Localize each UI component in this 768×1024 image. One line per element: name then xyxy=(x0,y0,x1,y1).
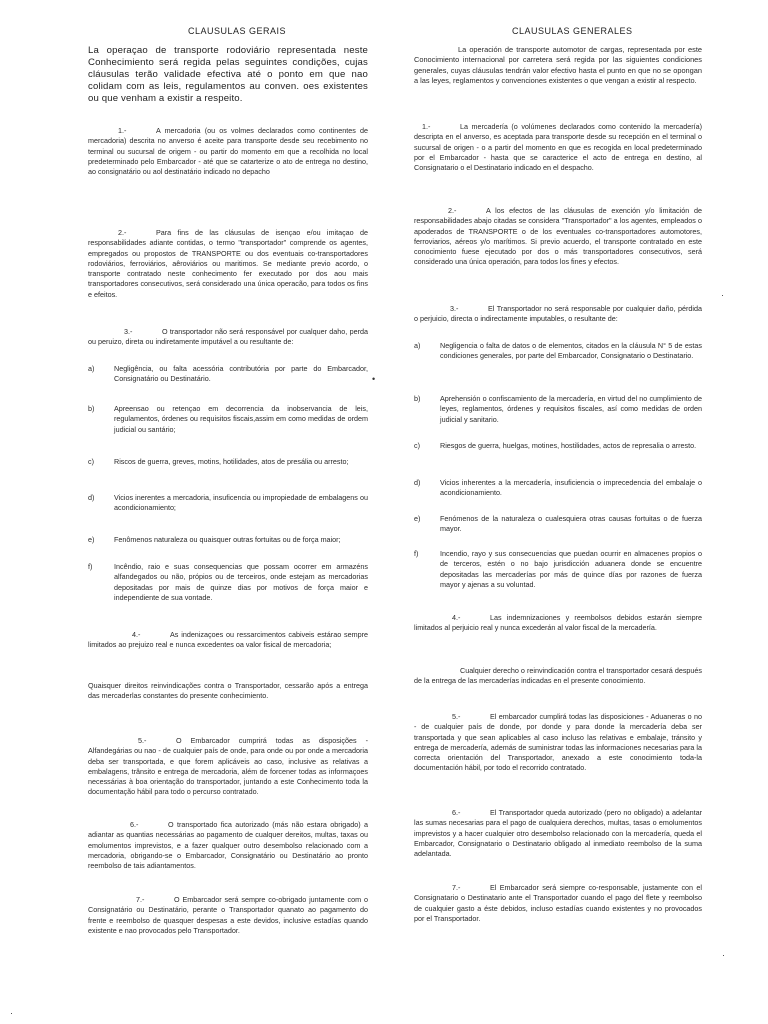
clause-number: 4.- xyxy=(452,613,461,622)
item-text: Incêndio, raio e suas consequencias que possam ocorrer em armazéns alfandegados ou não, própios ou de terceiros, onde estejam as mercadorias depositadas por mais de quinze dias por motivos de força maior e independiente de sua vontade. xyxy=(114,562,368,602)
item-letter: b) xyxy=(414,394,421,403)
clause-text: El Transportador queda autorizado (pero no obligado) a adelantar las sumas necesarias para el pago de cualquiera derechos, multas, tasas o emolumentos imprevistos y a hacer cualquier otro desembolso relacionado con la mercadería, queda el Embarcador, Consignatario o Destinatario obligado al inmediato reembolso de la suma adelantada. xyxy=(414,808,702,859)
item-letter: d) xyxy=(414,478,421,487)
item-text: Aprehensión o confiscamiento de la mercadería, en virtud del no cumplimiento de leyes, reglamentos, órdenes y requisitos fiscales, así como medidas de orden judicial y sanitario. xyxy=(440,394,702,424)
clause-4-continuation: Quaisquer direitos reinvindicações contra o Transportador, cessarão após a entrega das mercaderlas constantes do presente conhecimiento. xyxy=(88,681,368,701)
clause-text: Las indemnizaciones y reembolsos debidos estarán siempre limitados al perjuicio real y nunca excederán al valor fiscal de la mercadería. xyxy=(414,613,702,633)
clause-text: A los efectos de las cláusulas de exención y/o limitación de responsabilidades abajo citadas se considera "Transportador" a los agentes, empleados o apoderados de TRANSPORTE o de los eventuales co-transportadores automotores, ferroviarios, aéreos y/o marítimos. Si previo acuerdo, el transporte contratado en este conocimiento fuese ejecutado por dos o más transportadores consecutivos, será considerado una única operación, para todos los fines y efectos. xyxy=(414,206,702,267)
clause-7 xyxy=(414,883,702,924)
item-letter: a) xyxy=(88,364,95,373)
scan-speck: · xyxy=(10,1008,13,1018)
list-item xyxy=(88,404,368,435)
clause-number: 3.- xyxy=(450,304,459,313)
clause-text: A mercadoria (ou os volmes declarados como continentes de mercadoria) descrita no anverso é aceite para transporte desde seu recebimento no terminal ou sucursal de origem - ou partir do momento em que a recolhida no local predeterminado pelo Embarcador - até que se catarterize o ato de entrega no destino, ao consignatário ou aol destinatário indicado no depacho xyxy=(88,126,368,177)
clause-text: Para fins de las cláusulas de isençao e/ou imitaçao de responsabilidades adiante contidas, o termo "transportador" comprende os agentes, empregados ou propostos de TRANSPORTE ou dos eventuais co-transportadores rodoviários, ferroviários, aêroviários ou maritimos. Se mediante previo acordo, o transporte contratado neste conhecimento fer executado por dos aou mais transportadores consecutivos, será considerado una única operacão, para todos os fins e efeitos. xyxy=(88,228,368,299)
clause-number: 6.- xyxy=(130,820,139,829)
clause-text: As indenizaçoes ou ressarcimentos cabiveis estárao sempre limitados ao prejuizo real e nunca excedentes oa valor fisical de mercadoria; xyxy=(88,630,368,650)
clause-2 xyxy=(88,228,368,300)
clause-3 xyxy=(414,304,702,325)
clause-number: 6.- xyxy=(452,808,461,817)
list-item xyxy=(414,514,702,535)
intro-paragraph: La operación de transporte automotor de cargas, representada por este Conocimiento internacional por carretera será regida por las siguientes condiciones generales, cuyas cláusulas tendrán valor efectivo hasta el punto en que no se opongan a las leyes, reglamentos y convenciones existentes o que vengan a existir al respecto. xyxy=(414,45,702,86)
clause-number: 1.- xyxy=(422,122,431,131)
clause-number: 3.- xyxy=(124,327,133,336)
item-text: Riscos de guerra, greves, motins, hotilidades, atos de presália ou arresto; xyxy=(114,457,349,466)
clause-4-continuation: Cualquier derecho o reinvindicación contra el transportador cesará después de la entrega de las mercaderías indicadas en el presente conocimiento. xyxy=(414,666,702,686)
item-text: Incendio, rayo y sus consecuencias que puedan ocurrir en almacenes propios o de terceros, estén o no bajo jurisdicción aduanera donde se encuentre depositadas las mercaderías por más de quince días por razones de fuerza mayor y ajenas a su voluntad. xyxy=(440,549,702,589)
clause-1 xyxy=(414,122,702,173)
list-item xyxy=(414,394,702,425)
clause-6 xyxy=(88,820,368,871)
item-letter: f) xyxy=(414,549,419,558)
item-letter: b) xyxy=(88,404,95,413)
item-letter: f) xyxy=(88,562,93,571)
clause-number: 7.- xyxy=(452,883,461,892)
clause-5 xyxy=(88,736,368,798)
clause-number: 2.- xyxy=(118,228,127,237)
heading-clausulas-generales: CLAUSULAS GENERALES xyxy=(512,26,633,36)
scan-speck: · xyxy=(722,950,725,960)
list-item xyxy=(88,535,368,545)
item-text: Vicios inerentes a mercadoria, insuficencia ou impropiedade de embalagens ou acondicionamiento; xyxy=(114,493,368,513)
scan-speck: • xyxy=(372,374,376,384)
clause-5 xyxy=(414,712,702,774)
list-item xyxy=(414,549,702,590)
scan-speck: · xyxy=(721,290,724,300)
column-portuguese xyxy=(88,0,368,1024)
item-letter: c) xyxy=(88,457,94,466)
list-item xyxy=(414,441,702,451)
list-item xyxy=(88,457,368,467)
clause-text: La mercadería (o volúmenes declarados como contenido la mercadería) descripta en el anverso, es aceptada para transporte desde su recepción en el terminal o sucursal de origen - o a partir del momento en que es recogida en local predeterminado por el Embarcador - hasta que se caracterice el acto de entrega en destino, al Consignatario o el Destinatario indicado en el despacho. xyxy=(414,122,702,173)
clause-4 xyxy=(414,613,702,634)
list-item xyxy=(414,478,702,499)
clause-text: O transportador não será responsável por cualquer daho, perda ou peruizo, direta ou indiretamente imputável a ou resultante de: xyxy=(88,327,368,347)
intro-paragraph: La operaçao de transporte rodoviário representada neste Conhecimiento será regida pelas seguintes condições, cujas cláusulas terão validade efectiva até o ponto em que nao colidam com as leis, regulamentos au conven. oes existentes ou que venham a existir a respeito. xyxy=(88,45,368,104)
clause-7 xyxy=(88,895,368,936)
clause-text: O Embarcador cumprirá todas as disposições - Alfandegárias ou nao - de cualquier país de onde, para onde ou por onde a mercadoria deba ser transportada, e que forem aplicáveis ao caso, inclusive as relativas a embalagens, trânsito e entrega de mercadoria, além de forcener todas as informaçoes necessárias à boa orientação do transportador, juntando a este Conhecimento toda la documentação hábil para todo o percurso contratado. xyxy=(88,736,368,797)
clause-4 xyxy=(88,630,368,651)
item-letter: d) xyxy=(88,493,95,502)
clause-1 xyxy=(88,126,368,177)
item-text: Vicios inherentes a la mercadería, insuficiencia o imprecedencia del embalaje o acondicionamiento. xyxy=(440,478,702,498)
list-item xyxy=(88,364,368,385)
item-text: Negligencia o falta de datos o de elementos, citados en la cláusula N° 5 de estas condiciones generales, por parte del Embarcador, Consignatario o Destinatario. xyxy=(440,341,702,361)
list-item xyxy=(88,493,368,514)
item-text: Fenômenos naturaleza ou quaisquer outras fortuitas ou de força maior; xyxy=(114,535,341,544)
clause-number: 7.- xyxy=(136,895,145,904)
clause-number: 5.- xyxy=(452,712,461,721)
list-item xyxy=(414,341,702,362)
heading-clausulas-gerais: CLAUSULAS GERAIS xyxy=(188,26,287,36)
clause-6 xyxy=(414,808,702,859)
clause-text: O Embarcador será sempre co-obrigado juntamente com o Consignatário ou Destinatário, perante o Transportador quanato ao pagamento do frente e reembolso de quasquer despesas a este devidos, inclusive estadías quando existente e nao provocados pelo Transportador. xyxy=(88,895,368,935)
clause-number: 5.- xyxy=(138,736,147,745)
clause-text: El embarcador cumplirá todas las disposiciones - Aduaneras o no - de cualquier país de donde, por donde y para donde la mercadería deba ser transportada y que sean aplicables al caso incluso las relativas e embalaje, tránsito y entrega de mercadería, además de suministrar todas las informaciones necesarias para la correcta orientación del Transportador, anexado a este conocimiento toda-la documentación hábil, por todo el recorrido contratado. xyxy=(414,712,702,773)
clause-number: 1.- xyxy=(118,126,127,135)
item-text: Negligência, ou falta acessória contributória por parte do Embarcador, Consignatário ou Destinatário. xyxy=(114,364,368,384)
clause-text: El Embarcador será siempre co-responsable, justamente con el Consignatario o Destinatario ante el Transportador cuando el pago del flete y reembolso de cualquier gasto a éste debidos, incluso estadías cuando existentes y no provocados por el Transportador. xyxy=(414,883,702,923)
clause-number: 4.- xyxy=(132,630,141,639)
clause-text: O transportado fica autorizado (más não estara obrigado) a adiantar as quantias necessárias ao pagamento de cualquer dereitos, multas, taxas ou emolumentos imprevistos, e a fazer qualquer outro desembolso relacionado com a mercadoria, obrigando-se o Embarcador, Consignatário ou Destinatário ao pronto reembolso de tais adiantamentos. xyxy=(88,820,368,871)
item-letter: a) xyxy=(414,341,421,350)
item-text: Apreensao ou retençao em decorrencia da inobservancia de leis, regulamentos, órdenes ou requisitos fiscais,assim em como medidas de ordem judicial ou santário; xyxy=(114,404,368,434)
clause-2 xyxy=(414,206,702,268)
column-spanish xyxy=(414,0,702,1024)
item-letter: e) xyxy=(88,535,95,544)
item-text: Riesgos de guerra, huelgas, motines, hostilidades, actos de represalia o arresto. xyxy=(440,441,697,450)
clause-text: El Transportador no será responsable por cualquier daño, pérdida o perjuicio, directa o indirectamente imputables, o resultante de: xyxy=(414,304,702,324)
list-item xyxy=(88,562,368,603)
clause-number: 2.- xyxy=(448,206,457,215)
item-text: Fenómenos de la naturaleza o cualesquiera otras causas fortuitas o de fuerza mayor. xyxy=(440,514,702,534)
item-letter: e) xyxy=(414,514,421,523)
item-letter: c) xyxy=(414,441,420,450)
clause-3 xyxy=(88,327,368,348)
